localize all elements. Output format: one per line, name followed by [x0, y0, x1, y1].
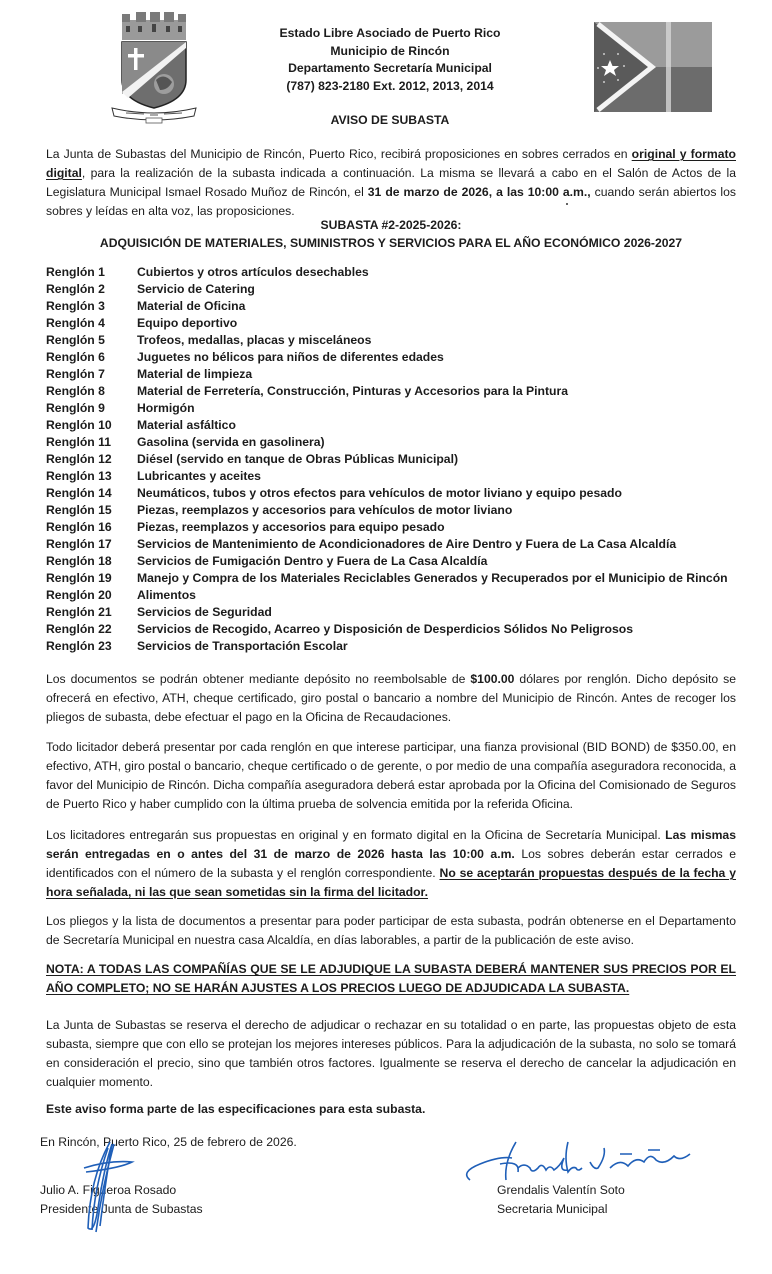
specification-note: Este aviso forma parte de las especificaciones para esta subasta. [46, 1102, 426, 1116]
letterhead-line-1: Estado Libre Asociado de Puerto Rico [279, 26, 501, 40]
list-item [46, 553, 746, 570]
intro-format-emphasis: original y formato digital [46, 147, 736, 180]
renglon-label: Renglón 2 [46, 282, 105, 296]
renglon-item: Gasolina (servida en gasolinera) [137, 435, 325, 449]
renglon-item: Neumáticos, tubos y otros efectos para vehículos de motor liviano y equipo pesado [137, 486, 622, 500]
renglon-item: Servicios de Seguridad [137, 605, 272, 619]
list-item [46, 332, 746, 349]
letterhead-line-4: (787) 823-2180 Ext. 2012, 2013, 2014 [286, 78, 494, 93]
notice-title: AVISO DE SUBASTA [330, 113, 450, 127]
letterhead-line-3: Departamento Secretaría Municipal [288, 61, 492, 75]
renglon-label: Renglón 4 [46, 316, 105, 330]
reserve-paragraph: La Junta de Subastas se reserva el derecho de adjudicar o rechazar en su totalidad o en parte, las propuestas objeto de esta subasta, siempre que con ello se protejan los mejores intereses públicos. Para la adjudicación de la subasta, no solo se tomará en consideración el precio, sino que también otros factores. Igualmente se reserva el derecho de cancelar la adjudicación en cualquier momento. [46, 1018, 736, 1089]
intro-opening-date: 31 de marzo de 2026, a las 10:00 a.m., [367, 185, 591, 199]
late-proposals-warning: No se aceptarán propuestas después de la fecha y hora señalada, ni las que sean sometidas sin la firma del licitador. [46, 866, 736, 899]
paragraph-text: dólares por renglón. Dicho depósito se ofrecerá en efectivo, ATH, cheque certificado, giro postal o bancario a nombre del Municipio de Rincón. Antes de recoger los pliegos de subasta, debe efectuar el pago en la Oficina de Recaudaciones. [46, 672, 737, 724]
list-item [46, 349, 746, 366]
renglon-item: Juguetes no bélicos para niños de diferentes edades [137, 350, 444, 364]
scan-artifact-dot [566, 203, 568, 205]
renglon-label: Renglón 22 [46, 622, 112, 636]
list-item [46, 604, 746, 621]
renglones-list [46, 264, 746, 655]
list-item [46, 451, 746, 468]
renglon-label: Renglón 15 [46, 503, 112, 517]
renglon-item: Material de Oficina [137, 299, 246, 313]
renglon-label: Renglón 20 [46, 588, 112, 602]
list-item [46, 298, 746, 315]
delivery-paragraph [46, 826, 736, 902]
renglon-label: Renglón 11 [46, 435, 112, 449]
list-item [46, 502, 746, 519]
renglon-label: Renglón 13 [46, 469, 112, 483]
intro-text: , para la realización de la subasta indicada a continuación. La misma se llevará a cabo en el Salón de Actos de la Legislatura Municipal Ismael Rosado Muñoz de Rincón, el [46, 166, 736, 199]
renglon-item: Diésel (servido en tanque de Obras Públicas Municipal) [137, 452, 459, 466]
list-item [46, 417, 746, 434]
renglon-item: Cubiertos y otros artículos desechables [137, 265, 369, 279]
municipal-flag-icon [594, 22, 712, 112]
letterhead-line-2: Municipio de Rincón [330, 43, 450, 58]
list-item [46, 281, 746, 298]
renglon-label: Renglón 16 [46, 520, 112, 534]
renglon-label: Renglón 3 [46, 299, 105, 313]
list-item [46, 536, 746, 553]
subasta-number: SUBASTA #2-2025-2026: [320, 218, 462, 232]
documents-paragraph [46, 670, 736, 727]
renglon-item: Servicios de Transportación Escolar [137, 639, 348, 653]
list-item [46, 366, 746, 383]
paragraph-text: Los sobres deberán estar cerrados e identificados con el número de la subasta y el renglón correspondiente. [46, 847, 736, 880]
list-item [46, 264, 746, 281]
renglon-item: Servicios de Fumigación Dentro y Fuera de La Casa Alcaldía [137, 554, 488, 568]
renglon-label: Renglón 5 [46, 333, 105, 347]
nota-warning: NOTA: A TODAS LAS COMPAÑÍAS QUE SE LE ADJUDIQUE LA SUBASTA DEBERÁ MANTENER SUS PRECIOS POR EL AÑO COMPLETO; NO SE HARÁN AJUSTES A LOS PRECIOS LUEGO DE ADJUDICADA LA SUBASTA. [46, 962, 736, 995]
list-item [46, 638, 746, 655]
list-item [46, 434, 746, 451]
intro-paragraph [46, 145, 736, 221]
list-item [46, 383, 746, 400]
renglon-item: Hormigón [137, 401, 195, 415]
intro-text: La Junta de Subastas del Municipio de Rincón, Puerto Rico, recibirá proposiciones en sobres cerrados en [46, 147, 632, 161]
renglon-item: Servicios de Recogido, Acarreo y Disposición de Desperdicios Sólidos No Peligrosos [137, 622, 633, 636]
letterhead [240, 25, 540, 95]
list-item [46, 570, 746, 587]
renglon-label: Renglón 14 [46, 486, 112, 500]
subasta-title: ADQUISICIÓN DE MATERIALES, SUMINISTROS Y SERVICIOS PARA EL AÑO ECONÓMICO 2026-2027 [99, 236, 683, 250]
coat-of-arms-icon [108, 12, 200, 124]
renglon-label: Renglón 8 [46, 384, 105, 398]
place-and-date: En Rincón, Puerto Rico, 25 de febrero de 2026. [40, 1135, 297, 1149]
pliegos-paragraph: Los pliegos y la lista de documentos a presentar para poder participar de esta subasta, podrán obtenerse en el Departamento de Secretaría Municipal en nuestra casa Alcaldía, en días laborables, a partir de la publicación de este aviso. [46, 914, 736, 947]
list-item [46, 621, 746, 638]
list-item [46, 587, 746, 604]
renglon-label: Renglón 19 [46, 571, 112, 585]
renglon-item: Alimentos [137, 588, 196, 602]
renglon-label: Renglón 1 [46, 265, 105, 279]
signatory-name: Julio A. Figueroa Rosado [40, 1183, 177, 1197]
paragraph-text: Los documentos se podrán obtener mediante depósito no reembolsable de [46, 672, 471, 686]
list-item [46, 400, 746, 417]
bond-paragraph: Todo licitador deberá presentar por cada renglón en que interese participar, una fianza provisional (BID BOND) de $350.00, en efectivo, ATH, giro postal o bancario, cheque certificado o de gerente, o por medio de una compañía aseguradora reconocida, a favor del Municipio de Rincón. Dicha compañía aseguradora deberá estar aprobada por la Oficina del Comisionado de Seguros de Puerto Rico y haber cumplido con la última prueba de solvencia emitida por la referida Oficina. [46, 740, 736, 811]
signatory-title: Presidente Junta de Subastas [40, 1202, 203, 1216]
signatory-name: Grendalis Valentín Soto [497, 1183, 625, 1197]
deposit-amount: $100.00 [470, 672, 515, 686]
renglon-item: Piezas, reemplazos y accesorios para equipo pesado [137, 520, 445, 534]
renglon-item: Material de Ferretería, Construcción, Pinturas y Accesorios para la Pintura [137, 384, 568, 398]
list-item [46, 468, 746, 485]
delivery-deadline: Las mismas serán entregadas en o antes del 31 de marzo de 2026 hasta las 10:00 a.m. [46, 828, 736, 861]
renglon-item: Piezas, reemplazos y accesorios para vehículos de motor liviano [137, 503, 513, 517]
renglon-label: Renglón 7 [46, 367, 105, 381]
renglon-label: Renglón 12 [46, 452, 112, 466]
renglon-label: Renglón 6 [46, 350, 105, 364]
renglon-label: Renglón 10 [46, 418, 112, 432]
renglon-label: Renglón 9 [46, 401, 105, 415]
intro-text: cuando serán abiertos los sobres y leídas en alta voz, las proposiciones. [46, 185, 736, 218]
renglon-item: Lubricantes y aceites [137, 469, 261, 483]
renglon-item: Equipo deportivo [137, 316, 238, 330]
renglon-item: Manejo y Compra de los Materiales Reciclables Generados y Recuperados por el Municipio de Rincón [137, 571, 728, 585]
renglon-label: Renglón 18 [46, 554, 112, 568]
signatory-president [40, 1181, 203, 1219]
renglon-item: Servicio de Catering [137, 282, 255, 296]
renglon-label: Renglón 21 [46, 605, 112, 619]
renglon-item: Servicios de Mantenimiento de Acondicionadores de Aire Dentro y Fuera de La Casa Alcaldía [137, 537, 677, 551]
signatory-secretary [497, 1181, 625, 1219]
paragraph-text: Los licitadores entregarán sus propuestas en original y en formato digital en la Oficina de Secretaría Municipal. [46, 828, 666, 842]
list-item [46, 485, 746, 502]
signatory-title: Secretaria Municipal [497, 1202, 608, 1216]
list-item [46, 315, 746, 332]
list-item [46, 519, 746, 536]
renglon-item: Trofeos, medallas, placas y misceláneos [137, 333, 372, 347]
renglon-item: Material de limpieza [137, 367, 253, 381]
renglon-label: Renglón 23 [46, 639, 112, 653]
renglon-item: Material asfáltico [137, 418, 236, 432]
renglon-label: Renglón 17 [46, 537, 112, 551]
